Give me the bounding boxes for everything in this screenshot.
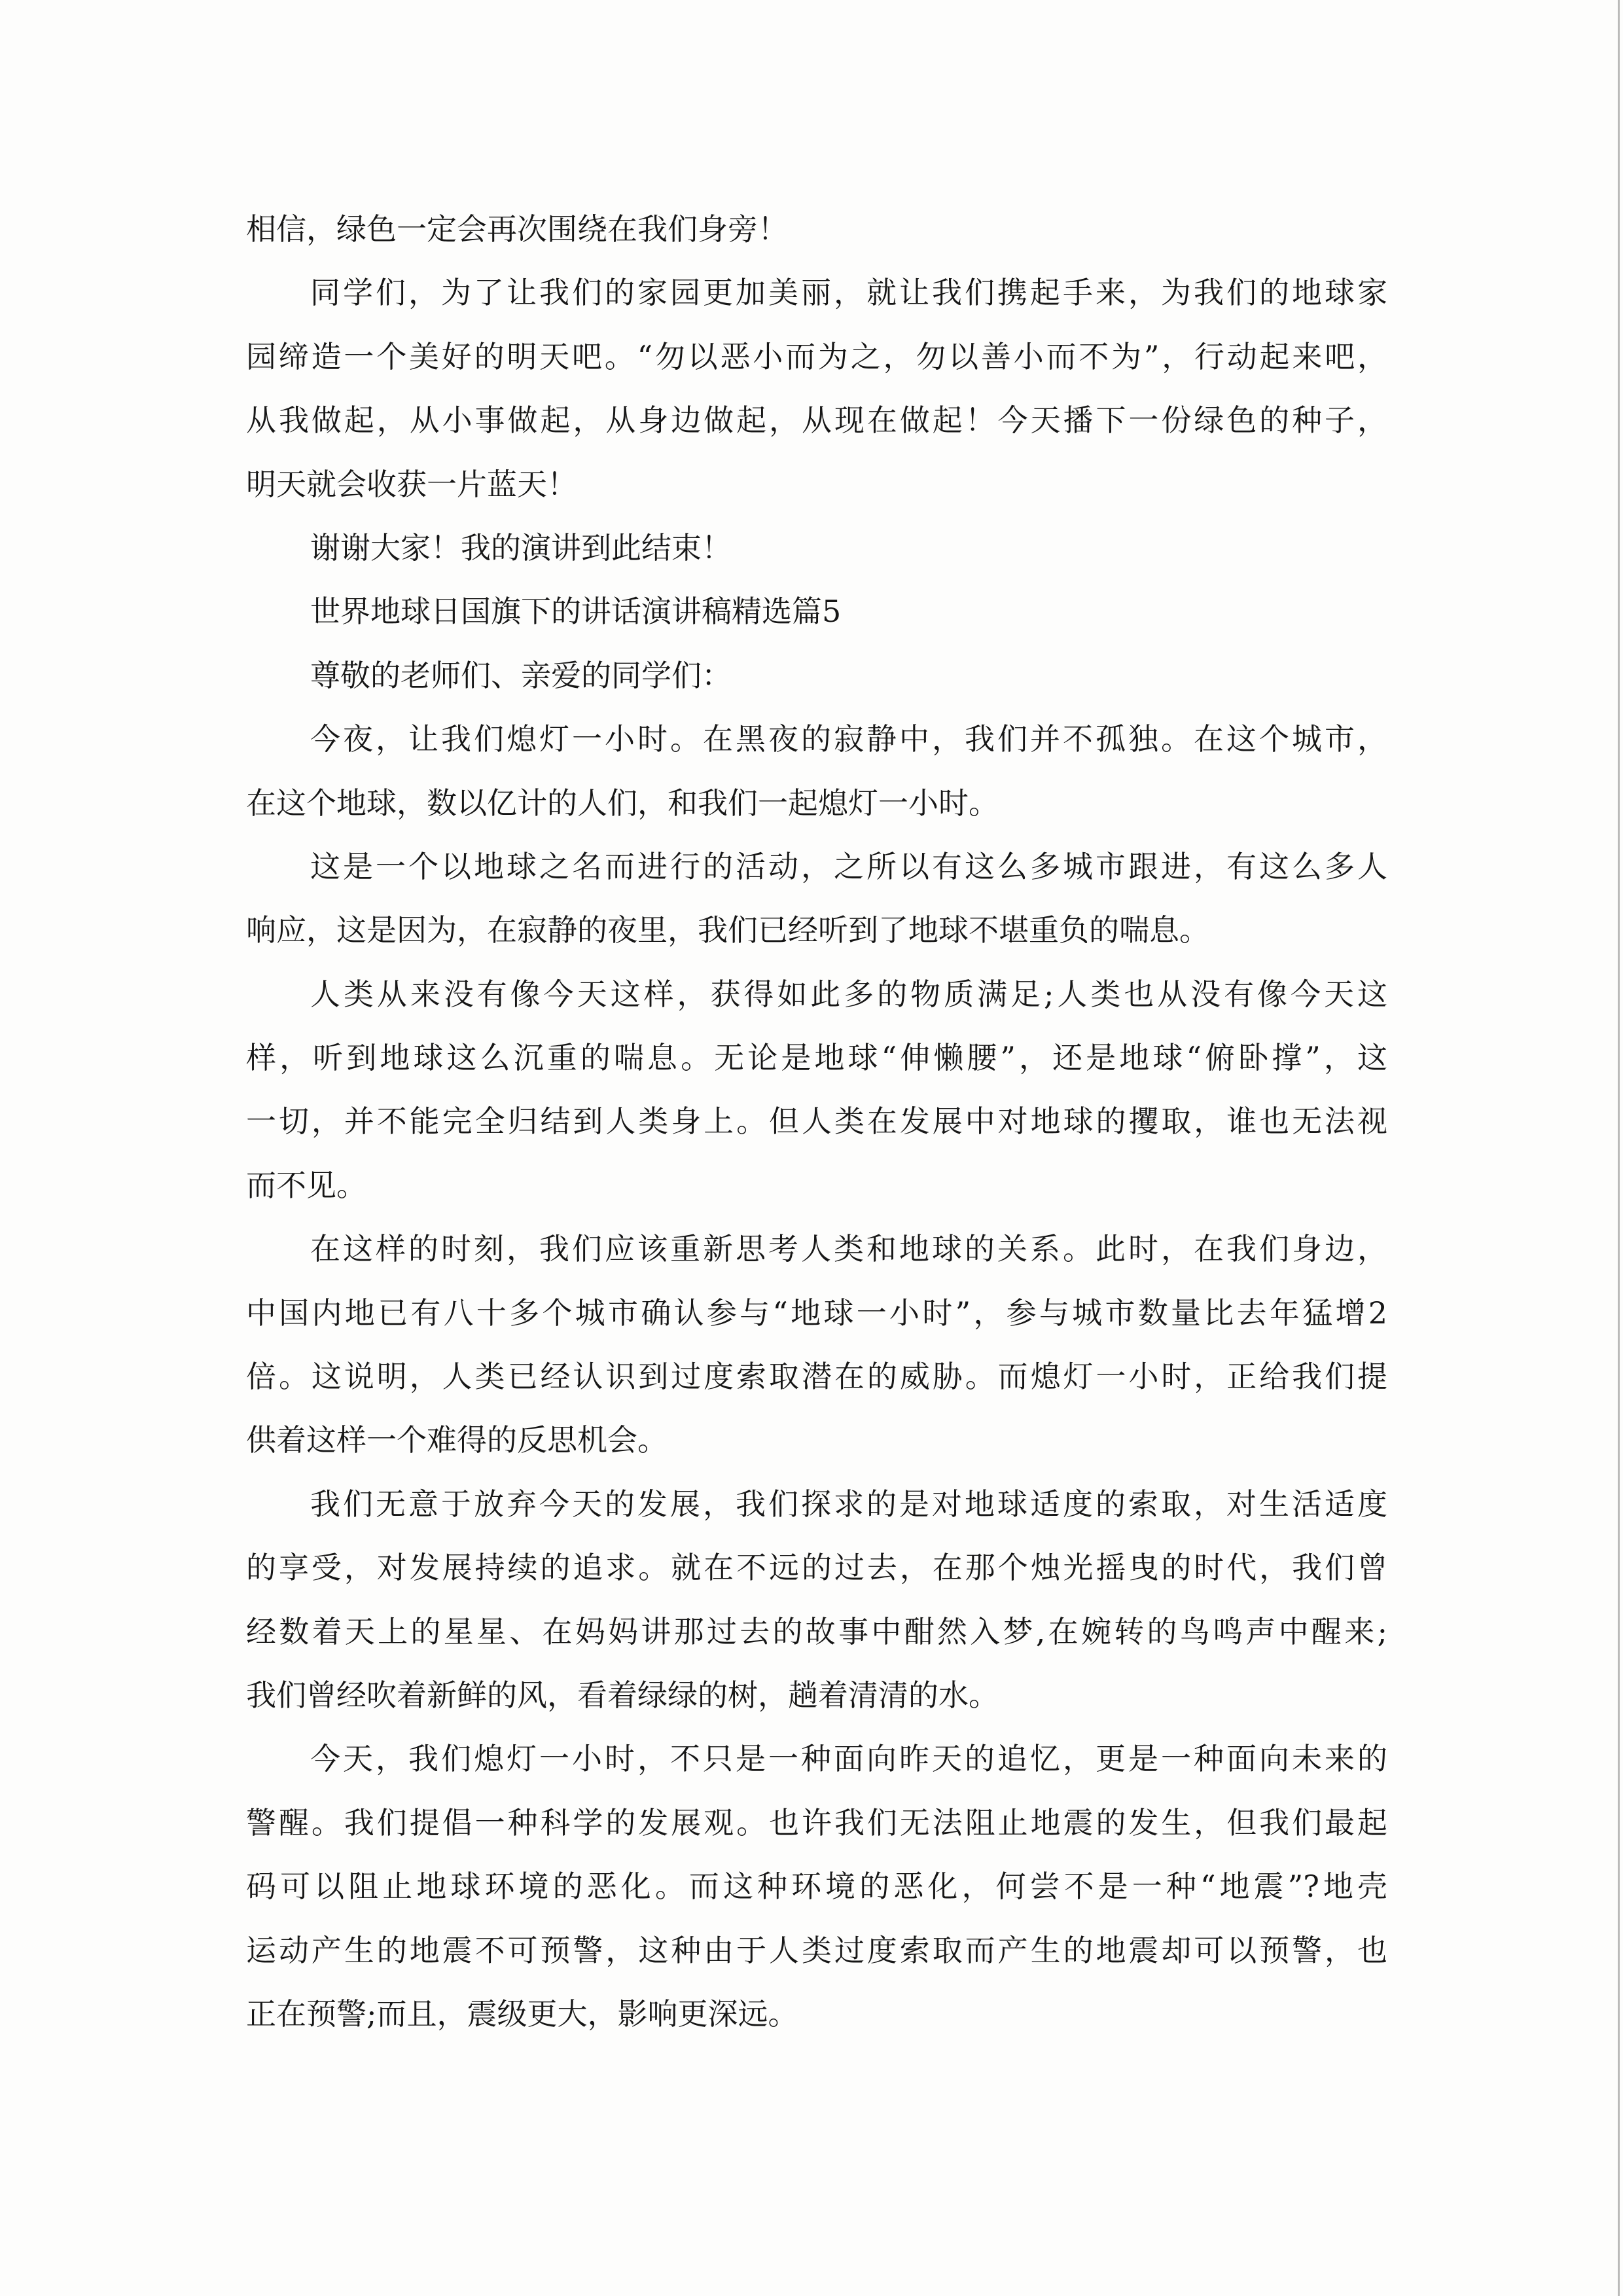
paragraph-line: 在这个地球，数以亿计的人们，和我们一起熄灯一小时。 (246, 785, 999, 821)
paragraph (246, 708, 1387, 835)
section-title: 世界地球日国旗下的讲话演讲稿精选篇5 (310, 594, 842, 630)
paragraph (246, 516, 1387, 580)
paragraph-line: 相信，绿色一定会再次围绕在我们身旁！ (246, 211, 788, 247)
paragraph (246, 261, 1387, 516)
scan-edge-line (1618, 0, 1620, 2296)
paragraph-line: 运动产生的地震不可预警，这种由于人类过度索取而产生的地震却可以预警，也 (246, 1932, 1387, 1968)
paragraph-line: 的享受，对发展持续的追求。就在不远的过去，在那个烛光摇曳的时代，我们曾 (246, 1550, 1387, 1586)
salutation: 尊敬的老师们、亲爱的同学们： (310, 657, 732, 693)
paragraph-line: 中国内地已有八十多个城市确认参与“地球一小时”，参与城市数量比去年猛增2 (246, 1295, 1387, 1331)
paragraph (246, 1217, 1387, 1473)
paragraph-line: 园缔造一个美好的明天吧。“勿以恶小而为之，勿以善小而不为”，行动起来吧， (246, 338, 1387, 374)
paragraph-line: 警醒。我们提倡一种科学的发展观。也许我们无法阻止地震的发生，但我们最起 (246, 1804, 1387, 1840)
paragraph-line: 码可以阻止地球环境的恶化。而这种环境的恶化，何尝不是一种“地震”?地壳 (246, 1869, 1387, 1905)
paragraph-line: 明天就会收获一片蓝天！ (246, 466, 577, 502)
paragraph-line: 今天，我们熄灯一小时，不只是一种面向昨天的追忆，更是一种面向未来的 (310, 1741, 1387, 1777)
paragraph (246, 1473, 1387, 1728)
paragraph-line: 我们无意于放弃今天的发展，我们探求的是对地球适度的索取，对生活适度 (310, 1486, 1387, 1522)
document-body (246, 198, 1387, 2046)
paragraph-line: 样，听到地球这么沉重的喘息。无论是地球“伸懒腰”，还是地球“俯卧撑”，这 (246, 1040, 1387, 1076)
paragraph-line: 而不见。 (246, 1167, 366, 1203)
paragraph (246, 835, 1387, 963)
paragraph (246, 198, 1387, 261)
paragraph (246, 1727, 1387, 2046)
paragraph-line: 今夜，让我们熄灯一小时。在黑夜的寂静中，我们并不孤独。在这个城市， (310, 721, 1387, 757)
paragraph-line: 倍。这说明，人类已经认识到过度索取潜在的威胁。而熄灯一小时，正给我们提 (246, 1359, 1387, 1395)
paragraph-line: 在这样的时刻，我们应该重新思考人类和地球的关系。此时，在我们身边， (310, 1231, 1387, 1267)
paragraph (246, 963, 1387, 1218)
paragraph-line: 从我做起，从小事做起，从身边做起，从现在做起！今天播下一份绿色的种子， (246, 403, 1387, 439)
paragraph-line: 经数着天上的星星、在妈妈讲那过去的故事中酣然入梦,在婉转的鸟鸣声中醒来; (246, 1613, 1387, 1649)
paragraph-line: 正在预警;而且，震级更大，影响更深远。 (246, 1996, 798, 2032)
paragraph-line: 我们曾经吹着新鲜的风，看着绿绿的树，趟着清清的水。 (246, 1677, 999, 1713)
paragraph-line: 这是一个以地球之名而进行的活动，之所以有这么多城市跟进，有这么多人 (310, 848, 1387, 884)
paragraph-line: 响应，这是因为，在寂静的夜里，我们已经听到了地球不堪重负的喘息。 (246, 912, 1209, 948)
paragraph-line: 谢谢大家！我的演讲到此结束！ (310, 529, 732, 565)
paragraph-line: 同学们，为了让我们的家园更加美丽，就让我们携起手来，为我们的地球家 (310, 275, 1387, 311)
paragraph-line: 一切，并不能完全归结到人类身上。但人类在发展中对地球的攫取，谁也无法视 (246, 1103, 1387, 1139)
paragraph-line: 供着这样一个难得的反思机会。 (246, 1422, 668, 1458)
paragraph-line: 人类从来没有像今天这样，获得如此多的物质满足;人类也从没有像今天这 (310, 976, 1387, 1012)
